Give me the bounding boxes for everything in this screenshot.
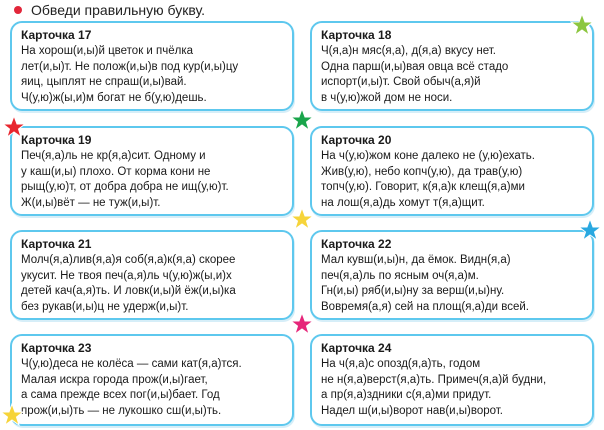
- card-line: детей кач(а,я)ть. И ловк(и,ы)й ёж(и,ы)ка: [21, 285, 236, 298]
- card-line: На хорош(и,ы)й цветок и пчёлка: [21, 45, 194, 57]
- card-title: Карточка 22: [321, 237, 392, 251]
- card-line: укусит. Не твоя печ(а,я)ль ч(у,ю)ж(ы,и)х: [21, 269, 232, 282]
- card-line: Ж(и,ы)вёт — не туж(и,ы)т.: [21, 196, 161, 209]
- card-line: Ч(у,ю)ж(ы,и)м богат не б(у,ю)дешь.: [21, 91, 207, 104]
- card-line: а сама прежде всех пог(и,ы)бает. Год: [21, 389, 220, 402]
- card-line: а пр(я,а)здники с(я,а)ми придут.: [321, 389, 492, 402]
- star-yellow-icon: [290, 207, 314, 231]
- card-title: Карточка 19: [21, 133, 92, 147]
- card-line: печ(я,а)ль по ясным оч(я,а)м.: [321, 269, 479, 282]
- star-pink-icon: [290, 312, 314, 336]
- card-19: [10, 126, 294, 216]
- card-line: Ч(я,а)н мяс(я,а), д(я,а) вкусу нет.: [321, 45, 496, 57]
- star-blue-icon: [578, 218, 602, 242]
- card-title: Карточка 23: [21, 341, 92, 355]
- card-line: рыщ(у,ю)т, от добра добра не ищ(у,ю)т.: [21, 181, 229, 194]
- card-line: Надел ш(и,ы)ворот нав(и,ы)ворот.: [321, 404, 503, 417]
- card-line: Малая искра города прож(и,ы)гает,: [21, 373, 208, 386]
- star-dark-green-icon: [290, 108, 314, 132]
- card-24: [310, 334, 594, 426]
- card-line: На ч(у,ю)жом коне далеко не (у,ю)ехать.: [321, 150, 535, 162]
- card-title: Карточка 17: [21, 28, 92, 42]
- star-red-icon: [2, 115, 26, 139]
- card-title: Карточка 18: [321, 28, 392, 42]
- card-line: не н(я,а)верст(я,а)ть. Примеч(я,а)й будни,: [321, 373, 547, 386]
- card-line: лет(и,ы)т. Не полож(и,ы)в под кур(и,ы)цу: [21, 60, 239, 73]
- star-yellow-bottom-icon: [0, 403, 24, 427]
- card-21: [10, 230, 294, 320]
- card-line: Молч(я,а)лив(я,а)я соб(я,а)к(я,а) скорее: [21, 254, 236, 266]
- card-line: у каш(и,ы) плохо. От корма кони не: [21, 165, 211, 178]
- card-line: Печ(я,а)ль не кр(я,а)сит. Одному и: [21, 150, 206, 162]
- card-line: без рукав(и,ы)ц не удерж(и,ы)т.: [21, 300, 189, 313]
- instruction: [14, 1, 205, 19]
- card-line: Одна парш(и,ы)вая овца всё стадо: [321, 60, 509, 73]
- card-title: Карточка 24: [321, 341, 392, 355]
- card-17: [10, 21, 294, 111]
- card-line: в ч(у,ю)жой дом не носи.: [321, 91, 453, 104]
- card-line: испорт(и,ы)т. Свой обыч(а,я)й: [321, 76, 481, 89]
- card-line: яиц, цыплят не спраш(и,ы)вай.: [21, 76, 187, 89]
- card-18: [310, 21, 594, 111]
- card-line: на лош(я,а)дь хомут т(я,а)щит.: [321, 196, 485, 209]
- card-line: На ч(я,а)с опозд(я,а)ть, годом: [321, 358, 481, 370]
- bullet-icon: [14, 6, 22, 14]
- card-line: Жив(у,ю), небо копч(у,ю), да трав(у,ю): [321, 165, 523, 178]
- card-title: Карточка 20: [321, 133, 392, 147]
- card-23: [10, 334, 294, 426]
- card-line: Гн(и,ы) ряб(и,ы)ну за верш(и,ы)ну.: [321, 285, 505, 298]
- card-title: Карточка 21: [21, 237, 92, 251]
- star-green-icon: [570, 13, 594, 37]
- card-22: [310, 230, 594, 320]
- card-line: Вовремя(а,я) сей на площ(я,а)ди всей.: [321, 300, 529, 313]
- card-line: топч(у,ю). Говорит, к(я,а)к клещ(я,а)ми: [321, 181, 525, 194]
- card-20: [310, 126, 594, 216]
- card-line: Мал кувш(и,ы)н, да ёмок. Видн(я,а): [321, 254, 511, 266]
- instruction-text: Обведи правильную букву.: [31, 2, 205, 18]
- card-line: Ч(у,ю)десa не колёса — сами кат(я,а)тся.: [21, 358, 242, 370]
- card-line: прож(и,ы)ть — не лукошко сш(и,ы)ть.: [21, 404, 222, 417]
